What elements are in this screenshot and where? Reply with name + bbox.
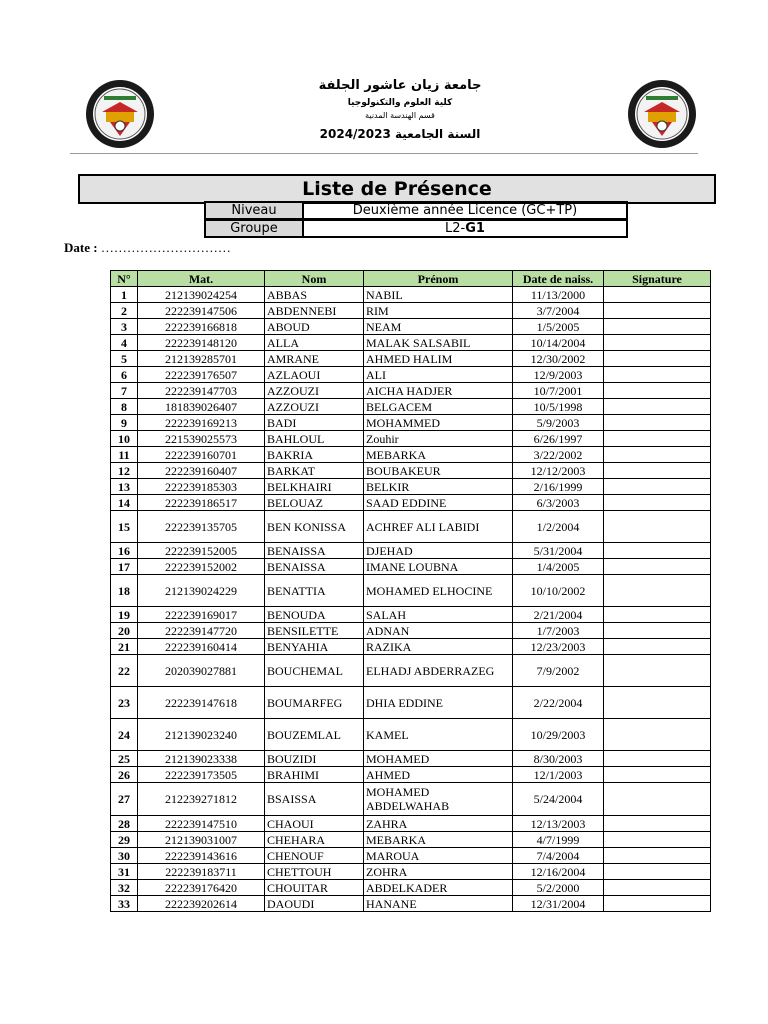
student-prenom: ZOHRA [364, 864, 513, 880]
student-signature [604, 559, 711, 575]
table-row [111, 623, 711, 639]
student-birthdate: 12/1/2003 [513, 767, 604, 783]
institution-header [230, 78, 570, 142]
student-matricule: 222239160414 [138, 639, 265, 655]
student-prenom: HANANE [364, 896, 513, 912]
table-row [111, 335, 711, 351]
student-signature [604, 495, 711, 511]
table-row [111, 783, 711, 816]
student-birthdate: 10/7/2001 [513, 383, 604, 399]
student-matricule: 222239147506 [138, 303, 265, 319]
student-number: 21 [111, 639, 138, 655]
student-nom: ABDENNEBI [265, 303, 364, 319]
student-matricule: 212139031007 [138, 832, 265, 848]
table-row [111, 399, 711, 415]
student-nom: BOUCHEMAL [265, 655, 364, 687]
student-birthdate: 2/16/1999 [513, 479, 604, 495]
student-prenom: MOHAMED ABDELWAHAB [364, 783, 513, 816]
date-line [64, 240, 231, 256]
student-birthdate: 1/5/2005 [513, 319, 604, 335]
student-prenom: ELHADJ ABDERRAZEG [364, 655, 513, 687]
table-row [111, 832, 711, 848]
student-signature [604, 543, 711, 559]
student-matricule: 212139024254 [138, 287, 265, 303]
table-row [111, 655, 711, 687]
student-prenom: ZAHRA [364, 816, 513, 832]
student-number: 6 [111, 367, 138, 383]
student-prenom: NABIL [364, 287, 513, 303]
table-row [111, 575, 711, 607]
attendance-table [110, 270, 711, 912]
university-logo-right [626, 78, 698, 150]
academic-year: السنة الجامعية 2024/2023 [319, 127, 481, 141]
date-label: Date : [64, 240, 98, 255]
table-header-row [111, 271, 711, 287]
student-birthdate: 3/22/2002 [513, 447, 604, 463]
student-birthdate: 1/2/2004 [513, 511, 604, 543]
student-matricule: 221539025573 [138, 431, 265, 447]
header-divider [70, 153, 698, 154]
student-signature [604, 848, 711, 864]
student-signature [604, 431, 711, 447]
student-nom: BAKRIA [265, 447, 364, 463]
table-row [111, 639, 711, 655]
groupe-code: G1 [465, 221, 485, 236]
student-birthdate: 11/13/2000 [513, 287, 604, 303]
student-matricule: 222239176420 [138, 880, 265, 896]
student-prenom: BELGACEM [364, 399, 513, 415]
student-prenom: SALAH [364, 607, 513, 623]
student-prenom: SAAD EDDINE [364, 495, 513, 511]
student-nom: BELKHAIRI [265, 479, 364, 495]
student-number: 32 [111, 880, 138, 896]
table-row [111, 896, 711, 912]
student-birthdate: 12/31/2004 [513, 896, 604, 912]
table-row [111, 816, 711, 832]
student-matricule: 202039027881 [138, 655, 265, 687]
student-birthdate: 10/14/2004 [513, 335, 604, 351]
table-row [111, 751, 711, 767]
groupe-value [303, 220, 627, 237]
student-prenom: AICHA HADJER [364, 383, 513, 399]
student-birthdate: 8/30/2003 [513, 751, 604, 767]
student-nom: BENSILETTE [265, 623, 364, 639]
student-birthdate: 12/13/2003 [513, 816, 604, 832]
student-matricule: 212139023240 [138, 719, 265, 751]
table-row [111, 431, 711, 447]
student-birthdate: 7/9/2002 [513, 655, 604, 687]
table-row [111, 367, 711, 383]
student-number: 11 [111, 447, 138, 463]
student-nom: BOUZEMLAL [265, 719, 364, 751]
student-signature [604, 511, 711, 543]
table-row [111, 543, 711, 559]
student-prenom: MOHAMMED [364, 415, 513, 431]
student-nom: CHENOUF [265, 848, 364, 864]
student-matricule: 181839026407 [138, 399, 265, 415]
student-nom: CHEHARA [265, 832, 364, 848]
student-nom: BENATTIA [265, 575, 364, 607]
student-number: 18 [111, 575, 138, 607]
student-signature [604, 399, 711, 415]
groupe-prefix: L2- [445, 221, 466, 236]
student-number: 30 [111, 848, 138, 864]
student-nom: AZLAOUI [265, 367, 364, 383]
student-birthdate: 10/29/2003 [513, 719, 604, 751]
col-matricule: Mat. [138, 271, 265, 287]
student-number: 17 [111, 559, 138, 575]
student-signature [604, 639, 711, 655]
student-matricule: 222239166818 [138, 319, 265, 335]
student-number: 10 [111, 431, 138, 447]
student-birthdate: 5/24/2004 [513, 783, 604, 816]
student-signature [604, 896, 711, 912]
student-prenom: ALI [364, 367, 513, 383]
table-row [111, 848, 711, 864]
niveau-row [204, 201, 628, 220]
student-birthdate: 3/7/2004 [513, 303, 604, 319]
student-number: 2 [111, 303, 138, 319]
student-prenom: MEBARKA [364, 447, 513, 463]
page-title: Liste de Présence [78, 174, 716, 204]
student-nom: ABOUD [265, 319, 364, 335]
student-birthdate: 12/16/2004 [513, 864, 604, 880]
niveau-value: Deuxième année Licence (GC+TP) [303, 202, 627, 219]
student-nom: AMRANE [265, 351, 364, 367]
student-signature [604, 767, 711, 783]
col-date-naissance: Date de naiss. [513, 271, 604, 287]
student-nom: BSAISSA [265, 783, 364, 816]
student-prenom: NEAM [364, 319, 513, 335]
table-row [111, 559, 711, 575]
student-birthdate: 2/22/2004 [513, 687, 604, 719]
table-row [111, 864, 711, 880]
student-matricule: 222239135705 [138, 511, 265, 543]
student-signature [604, 575, 711, 607]
table-row [111, 719, 711, 751]
department-name: قسم الهندسة المدنية [365, 111, 435, 120]
student-nom: BENYAHIA [265, 639, 364, 655]
student-prenom: BOUBAKEUR [364, 463, 513, 479]
student-prenom: RAZIKA [364, 639, 513, 655]
student-matricule: 222239152005 [138, 543, 265, 559]
student-number: 26 [111, 767, 138, 783]
student-matricule: 222239185303 [138, 479, 265, 495]
groupe-row [204, 219, 628, 238]
table-row [111, 479, 711, 495]
student-matricule: 222239152002 [138, 559, 265, 575]
student-signature [604, 367, 711, 383]
student-number: 14 [111, 495, 138, 511]
student-nom: BENAISSA [265, 559, 364, 575]
student-matricule: 222239173505 [138, 767, 265, 783]
student-number: 20 [111, 623, 138, 639]
student-prenom: MALAK SALSABIL [364, 335, 513, 351]
student-matricule: 212139024229 [138, 575, 265, 607]
student-signature [604, 864, 711, 880]
table-row [111, 687, 711, 719]
student-number: 8 [111, 399, 138, 415]
student-signature [604, 415, 711, 431]
table-row [111, 319, 711, 335]
student-signature [604, 303, 711, 319]
student-number: 12 [111, 463, 138, 479]
student-nom: BELOUAZ [265, 495, 364, 511]
student-nom: ABBAS [265, 287, 364, 303]
groupe-label: Groupe [205, 220, 303, 237]
student-matricule: 222239186517 [138, 495, 265, 511]
table-row [111, 511, 711, 543]
student-number: 33 [111, 896, 138, 912]
student-number: 22 [111, 655, 138, 687]
student-number: 24 [111, 719, 138, 751]
student-birthdate: 12/9/2003 [513, 367, 604, 383]
table-row [111, 303, 711, 319]
student-matricule: 222239147618 [138, 687, 265, 719]
student-birthdate: 6/3/2003 [513, 495, 604, 511]
student-prenom: AHMED HALIM [364, 351, 513, 367]
university-name: جامعة زيان عاشور الجلفة [318, 78, 482, 93]
student-signature [604, 783, 711, 816]
date-dots: ………………………… [100, 240, 231, 255]
student-nom: AZZOUZI [265, 399, 364, 415]
faculty-name: كلية العلوم والتكنولوجيا [347, 98, 453, 108]
student-prenom: KAMEL [364, 719, 513, 751]
student-birthdate: 12/30/2002 [513, 351, 604, 367]
table-row [111, 447, 711, 463]
student-prenom: ACHREF ALI LABIDI [364, 511, 513, 543]
student-prenom: IMANE LOUBNA [364, 559, 513, 575]
student-birthdate: 5/31/2004 [513, 543, 604, 559]
col-nom: Nom [265, 271, 364, 287]
student-number: 25 [111, 751, 138, 767]
student-nom: BOUZIDI [265, 751, 364, 767]
student-prenom: MEBARKA [364, 832, 513, 848]
student-birthdate: 5/9/2003 [513, 415, 604, 431]
student-nom: BARKAT [265, 463, 364, 479]
student-birthdate: 10/5/1998 [513, 399, 604, 415]
student-signature [604, 447, 711, 463]
table-row [111, 880, 711, 896]
student-number: 19 [111, 607, 138, 623]
student-prenom: BELKIR [364, 479, 513, 495]
col-number: N° [111, 271, 138, 287]
student-birthdate: 12/23/2003 [513, 639, 604, 655]
student-matricule: 222239202614 [138, 896, 265, 912]
student-signature [604, 655, 711, 687]
student-birthdate: 5/2/2000 [513, 880, 604, 896]
student-matricule: 222239183711 [138, 864, 265, 880]
student-birthdate: 12/12/2003 [513, 463, 604, 479]
col-signature: Signature [604, 271, 711, 287]
student-matricule: 212139285701 [138, 351, 265, 367]
student-nom: BAHLOUL [265, 431, 364, 447]
student-nom: CHETTOUH [265, 864, 364, 880]
student-nom: BADI [265, 415, 364, 431]
student-signature [604, 383, 711, 399]
student-matricule: 222239147510 [138, 816, 265, 832]
university-logo-left [84, 78, 156, 150]
student-matricule: 222239176507 [138, 367, 265, 383]
student-prenom: ABDELKADER [364, 880, 513, 896]
student-nom: CHOUITAR [265, 880, 364, 896]
table-row [111, 287, 711, 303]
student-matricule: 222239160407 [138, 463, 265, 479]
student-prenom: MAROUA [364, 848, 513, 864]
student-matricule: 222239160701 [138, 447, 265, 463]
student-signature [604, 880, 711, 896]
student-nom: BENOUDA [265, 607, 364, 623]
student-prenom: DHIA EDDINE [364, 687, 513, 719]
student-nom: CHAOUI [265, 816, 364, 832]
student-number: 9 [111, 415, 138, 431]
student-matricule: 222239147720 [138, 623, 265, 639]
table-row [111, 351, 711, 367]
student-birthdate: 7/4/2004 [513, 848, 604, 864]
student-signature [604, 816, 711, 832]
table-row [111, 463, 711, 479]
student-prenom: AHMED [364, 767, 513, 783]
student-matricule: 222239169213 [138, 415, 265, 431]
student-matricule: 212139023338 [138, 751, 265, 767]
table-row [111, 767, 711, 783]
student-matricule: 222239143616 [138, 848, 265, 864]
table-row [111, 495, 711, 511]
student-signature [604, 335, 711, 351]
student-nom: BRAHIMI [265, 767, 364, 783]
student-prenom: DJEHAD [364, 543, 513, 559]
student-signature [604, 687, 711, 719]
student-birthdate: 2/21/2004 [513, 607, 604, 623]
student-matricule: 222239147703 [138, 383, 265, 399]
table-row [111, 415, 711, 431]
student-nom: BOUMARFEG [265, 687, 364, 719]
table-row [111, 383, 711, 399]
student-nom: BENAISSA [265, 543, 364, 559]
student-signature [604, 719, 711, 751]
student-number: 28 [111, 816, 138, 832]
student-birthdate: 1/7/2003 [513, 623, 604, 639]
table-row [111, 607, 711, 623]
student-signature [604, 479, 711, 495]
student-number: 15 [111, 511, 138, 543]
student-nom: BEN KONISSA [265, 511, 364, 543]
student-matricule: 212239271812 [138, 783, 265, 816]
student-birthdate: 4/7/1999 [513, 832, 604, 848]
student-prenom: MOHAMED [364, 751, 513, 767]
student-number: 13 [111, 479, 138, 495]
student-nom: AZZOUZI [265, 383, 364, 399]
student-number: 27 [111, 783, 138, 816]
student-prenom: Zouhir [364, 431, 513, 447]
student-number: 31 [111, 864, 138, 880]
niveau-label: Niveau [205, 202, 303, 219]
table-body [111, 287, 711, 912]
student-birthdate: 6/26/1997 [513, 431, 604, 447]
student-prenom: RIM [364, 303, 513, 319]
student-number: 29 [111, 832, 138, 848]
student-prenom: ADNAN [364, 623, 513, 639]
student-number: 23 [111, 687, 138, 719]
student-matricule: 222239148120 [138, 335, 265, 351]
student-birthdate: 1/4/2005 [513, 559, 604, 575]
col-prenom: Prénom [364, 271, 513, 287]
student-number: 3 [111, 319, 138, 335]
student-signature [604, 832, 711, 848]
student-number: 16 [111, 543, 138, 559]
student-number: 4 [111, 335, 138, 351]
student-signature [604, 607, 711, 623]
student-nom: ALLA [265, 335, 364, 351]
student-signature [604, 287, 711, 303]
student-nom: DAOUDI [265, 896, 364, 912]
student-number: 5 [111, 351, 138, 367]
student-birthdate: 10/10/2002 [513, 575, 604, 607]
student-signature [604, 751, 711, 767]
student-prenom: MOHAMED ELHOCINE [364, 575, 513, 607]
student-matricule: 222239169017 [138, 607, 265, 623]
student-signature [604, 319, 711, 335]
student-signature [604, 463, 711, 479]
student-number: 1 [111, 287, 138, 303]
student-number: 7 [111, 383, 138, 399]
student-signature [604, 351, 711, 367]
student-signature [604, 623, 711, 639]
